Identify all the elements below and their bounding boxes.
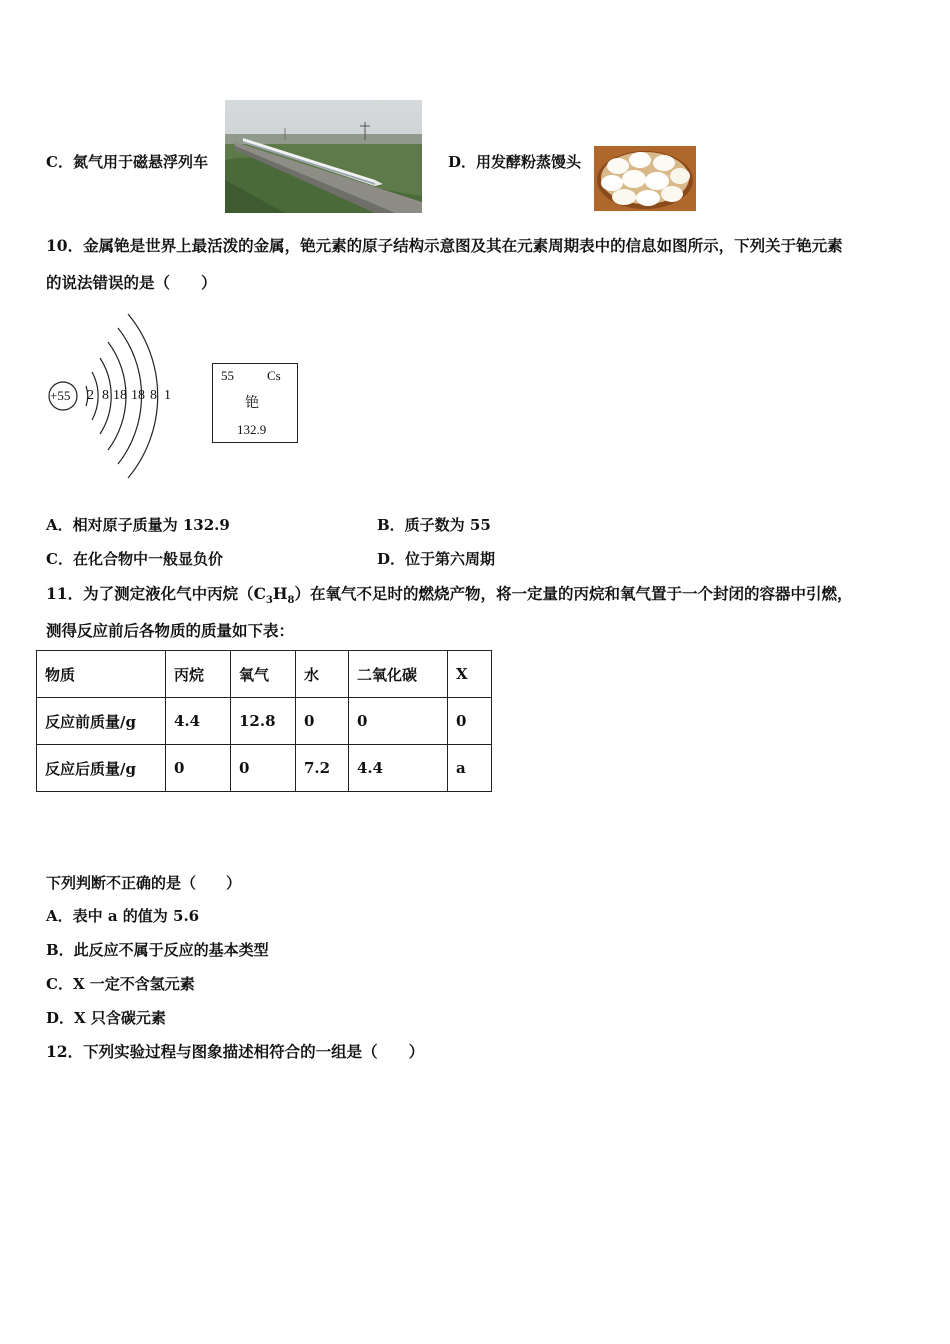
q10-option-c: C．在化合物中一般显负价 <box>46 550 223 568</box>
table-row <box>37 745 492 792</box>
table-cell: 0 <box>231 745 296 792</box>
q11-prompt: 下列判断不正确的是（ ） <box>46 874 242 892</box>
table-cell: 反应前质量/g <box>37 698 166 745</box>
atomic-number: 55 <box>221 368 234 383</box>
table-cell: 0 <box>296 698 349 745</box>
atomic-mass: 132.9 <box>237 422 267 437</box>
shell-electrons-6: 1 <box>164 388 171 403</box>
table-cell: 12.8 <box>231 698 296 745</box>
table-cell: 反应后质量/g <box>37 745 166 792</box>
mass-table <box>36 650 492 792</box>
nucleus-charge: +55 <box>50 388 71 403</box>
q11-stem-line1: 11．为了测定液化气中丙烷$(C_3H_8)$在氧气不足时的燃烧产物，将一定量的丙烷和氧气置于一个封闭的容器中引燃， <box>46 584 853 607</box>
periodic-table-cell <box>212 363 298 443</box>
table-header-cell: 水 <box>296 651 349 698</box>
maglev-train-image <box>225 100 422 213</box>
cesium-atom-diagram <box>44 310 184 482</box>
table-cell: 4.4 <box>349 745 448 792</box>
q10-option-b: B．质子数为 55 <box>377 516 491 534</box>
element-symbol: Cs <box>267 368 281 383</box>
table-cell: 4.4 <box>166 698 231 745</box>
table-header-row <box>37 651 492 698</box>
q9-option-c: C．氮气用于磁悬浮列车 <box>46 153 208 171</box>
steamed-buns-image <box>594 146 696 211</box>
q9-option-d: D．用发酵粉蒸馒头 <box>448 153 582 171</box>
q11-stem-line2: 测得反应前后各物质的质量如下表： <box>46 621 295 640</box>
shell-electrons-3: 18 <box>113 388 127 403</box>
table-header-cell: 物质 <box>37 651 166 698</box>
table-cell: 0 <box>448 698 492 745</box>
q10-option-d: D．位于第六周期 <box>377 550 496 568</box>
q11-option-a: A．表中 a 的值为 5.6 <box>46 907 200 925</box>
q11-option-d: D．X 只含碳元素 <box>46 1009 166 1027</box>
q10-stem-line2: 的说法错误的是（ ） <box>46 273 217 292</box>
q11-option-c: C．X 一定不含氢元素 <box>46 975 195 993</box>
table-cell: 0 <box>166 745 231 792</box>
q10-option-a: A．相对原子质量为 132.9 <box>46 516 230 534</box>
table-header-cell: X <box>448 651 492 698</box>
shell-electrons-4: 18 <box>131 388 145 403</box>
shell-electrons-2: 8 <box>102 388 109 403</box>
table-cell: a <box>448 745 492 792</box>
table-row <box>37 698 492 745</box>
element-name: 铯 <box>245 396 259 411</box>
table-header-cell: 丙烷 <box>166 651 231 698</box>
shell-electrons-1: 2 <box>87 388 94 403</box>
q10-stem-line1: 10．金属铯是世界上最活泼的金属，铯元素的原子结构示意图及其在元素周期表中的信息如图所示，下列关于铯元素 <box>46 236 843 255</box>
table-header-cell: 二氧化碳 <box>349 651 448 698</box>
q12-stem: 12．下列实验过程与图象描述相符合的一组是（ ） <box>46 1042 425 1061</box>
table-cell: 0 <box>349 698 448 745</box>
q11-option-b: B．此反应不属于反应的基本类型 <box>46 941 269 959</box>
table-header-cell: 氧气 <box>231 651 296 698</box>
shell-electrons-5: 8 <box>150 388 157 403</box>
table-cell: 7.2 <box>296 745 349 792</box>
